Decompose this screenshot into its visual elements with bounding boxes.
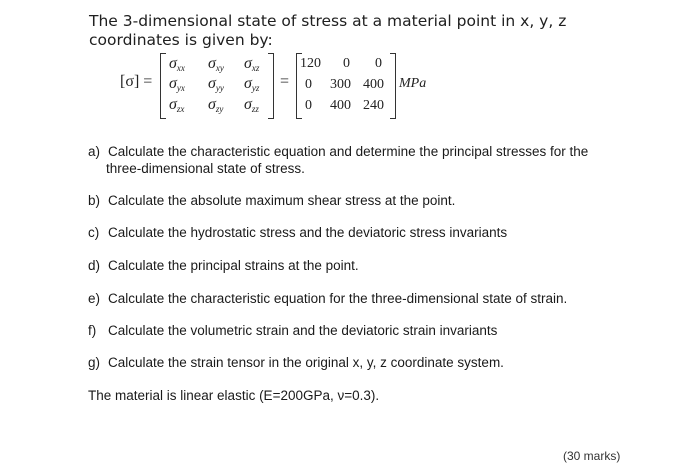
value-r2c3: 400 bbox=[363, 77, 384, 92]
question-label: d) bbox=[88, 258, 101, 273]
question-d bbox=[88, 257, 648, 274]
question-text: Calculate the absolute maximum shear stress at the point. bbox=[108, 193, 456, 208]
question-text-continued: three-dimensional state of stress. bbox=[106, 161, 305, 176]
question-label: f) bbox=[88, 323, 97, 338]
sigma-yx: $\sigma_{yx}$ bbox=[169, 75, 185, 93]
value-r2c2: 300 bbox=[330, 77, 351, 92]
question-text: Calculate the hydrostatic stress and the deviatoric stress invariants bbox=[108, 225, 508, 240]
sigma-yy: $\sigma_{yy}$ bbox=[208, 75, 224, 93]
question-label: e) bbox=[88, 291, 101, 306]
value-matrix-right-bracket bbox=[390, 53, 396, 119]
question-b bbox=[88, 192, 648, 209]
sigma-zx: $\sigma_{zx}$ bbox=[169, 96, 185, 114]
question-text: Calculate the characteristic equation for the three-dimensional state of strain. bbox=[108, 291, 568, 306]
problem-intro: The 3-dimensional state of stress at a material point in x, y, z coordinates is given by: bbox=[89, 12, 567, 49]
question-text: Calculate the strain tensor in the original x, y, z coordinate system. bbox=[108, 355, 504, 370]
value-r3c1: 0 bbox=[305, 98, 312, 113]
symbol-matrix-right-bracket bbox=[268, 53, 274, 119]
equals-sign: = bbox=[280, 73, 290, 90]
question-text: Calculate the volumetric strain and the deviatoric strain invariants bbox=[108, 323, 498, 338]
material-properties: The material is linear elastic (E=200GPa, ν=0.3). bbox=[88, 388, 380, 403]
stress-tensor-lhs: [σ] = bbox=[120, 73, 153, 90]
question-g bbox=[88, 354, 648, 371]
question-f bbox=[88, 322, 648, 339]
value-r1c3: 0 bbox=[375, 56, 382, 71]
sigma-xx: $\sigma_{xx}$ bbox=[169, 55, 185, 73]
value-r3c3: 240 bbox=[363, 98, 384, 113]
value-r2c1: 0 bbox=[305, 77, 312, 92]
value-r3c2: 400 bbox=[330, 98, 351, 113]
question-label: b) bbox=[88, 193, 101, 208]
sigma-xy: $\sigma_{xy}$ bbox=[208, 55, 224, 73]
sigma-xz: $\sigma_{xz}$ bbox=[244, 55, 260, 73]
stress-matrix-equation bbox=[120, 51, 460, 121]
symbol-matrix-left-bracket bbox=[160, 53, 166, 119]
stress-unit: MPa bbox=[399, 76, 427, 91]
question-label: a) bbox=[88, 144, 101, 159]
marks-total: (30 marks) bbox=[563, 449, 621, 463]
question-c bbox=[88, 224, 648, 241]
question-e bbox=[88, 290, 648, 307]
question-label: c) bbox=[88, 225, 100, 240]
question-label: g) bbox=[88, 355, 101, 370]
sigma-yz: $\sigma_{yz}$ bbox=[244, 75, 260, 93]
value-r1c1: 120 bbox=[300, 56, 321, 71]
sigma-zy: $\sigma_{zy}$ bbox=[208, 96, 224, 114]
value-r1c2: 0 bbox=[343, 56, 350, 71]
question-text: Calculate the characteristic equation and determine the principal stresses for the bbox=[108, 144, 589, 159]
sigma-zz: $\sigma_{zz}$ bbox=[244, 96, 259, 114]
question-a bbox=[88, 143, 648, 177]
question-text: Calculate the principal strains at the point. bbox=[108, 258, 359, 273]
